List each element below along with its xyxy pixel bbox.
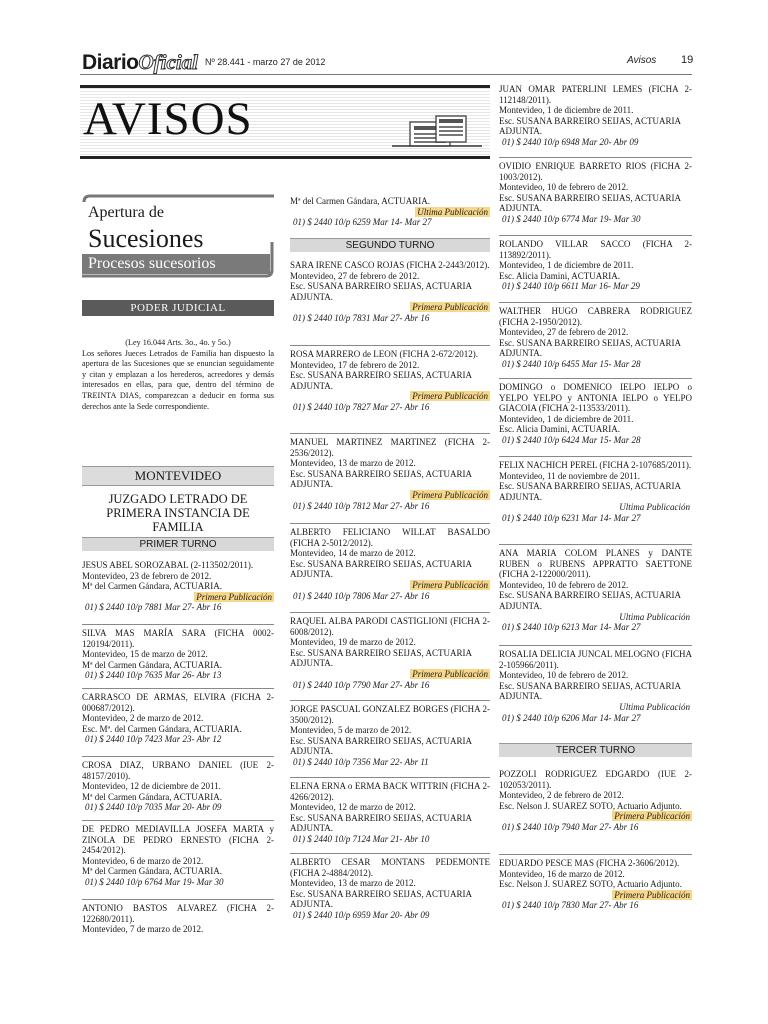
notice-divider bbox=[499, 645, 692, 646]
notice-divider bbox=[82, 624, 274, 625]
notice-line: Esc. Alicia Damini, ACTUARIA. bbox=[499, 424, 620, 435]
intro-text bbox=[82, 338, 274, 412]
notice-line: Montevideo, 6 de marzo de 2012. bbox=[82, 855, 204, 866]
notice-name: ANTONIO BASTOS ALVAREZ (FICHA 2-122680/2011). bbox=[82, 903, 274, 924]
avisos-banner bbox=[80, 85, 490, 159]
notice-footer: 01) $ 2440 10/p 6948 Mar 20- Abr 09 bbox=[502, 136, 639, 147]
notice-entry bbox=[499, 460, 692, 524]
notice-line: Esc. SUSANA BARREIRO SEIJAS, ACTUARIA ADJUNTA. bbox=[499, 481, 681, 502]
publication-tag-label: Primera Publicación bbox=[412, 302, 488, 313]
page-header bbox=[80, 48, 692, 75]
notice-line: Mª del Carmen Gándara, ACTUARIA. bbox=[82, 791, 222, 802]
notice-divider bbox=[499, 302, 692, 303]
section-name: Avisos bbox=[627, 55, 657, 66]
notice-name: SILVA MAS MARÍA SARA (FICHA 0002-120194/2011). bbox=[82, 628, 274, 649]
section-box-line1: Apertura de bbox=[88, 204, 164, 221]
publication-tag-label: Primera Publicación bbox=[614, 811, 690, 822]
notice-line: Montevideo, 15 de marzo de 2012. bbox=[82, 649, 208, 660]
notice-name: JESUS ABEL SOROZABAL (2-113502/2011). bbox=[82, 560, 254, 570]
notice-entry bbox=[499, 858, 692, 911]
juzgado-heading: JUZGADO LETRADO DE PRIMERA INSTANCIA DE FAMILIA bbox=[106, 492, 250, 534]
notice-line: Montevideo, 12 de marzo de 2012. bbox=[290, 802, 416, 813]
publication-tag bbox=[499, 612, 692, 623]
notice-line: Esc. Nelson J. SUAREZ SOTO, Actuario Adjunto. bbox=[499, 879, 682, 890]
notice-line: Mª del Carmen Gándara, ACTUARIA. bbox=[82, 659, 222, 670]
notice-line: Montevideo, 1 de diciembre de 2011. bbox=[499, 105, 634, 116]
notice-line: Montevideo, 19 de marzo de 2012. bbox=[290, 637, 416, 648]
notice-entry bbox=[290, 260, 490, 324]
montevideo-heading: MONTEVIDEO bbox=[82, 466, 274, 486]
publication-tag bbox=[499, 811, 692, 822]
notice-entry bbox=[82, 760, 274, 813]
publication-tag bbox=[290, 669, 490, 680]
publication-tag bbox=[499, 702, 692, 713]
notice-entry bbox=[290, 704, 490, 768]
notice-line: Montevideo, 13 de marzo de 2012. bbox=[290, 458, 416, 469]
notice-entry bbox=[499, 649, 692, 723]
notice-line: Esc. SUSANA BARREIRO SEIJAS, ACTUARIA ADJUNTA. bbox=[290, 468, 472, 490]
notice-footer: 01) $ 2440 10/p 7827 Mar 27- Abr 16 bbox=[293, 401, 430, 412]
notice-footer: 01) $ 2440 10/p 6959 Mar 20- Abr 09 bbox=[293, 909, 430, 920]
notice-name: ROSA MARRERO de LEON (FICHA 2-672/2012). bbox=[290, 349, 479, 359]
notice-line: Montevideo, 11 de noviembre de 2011. bbox=[499, 470, 641, 481]
notice-footer: 01) $ 2440 10/p 7812 Mar 27- Abr 16 bbox=[293, 500, 430, 511]
notice-name: SARA IRENE CASCO ROJAS (FICHA 2-2443/2012). bbox=[290, 260, 490, 270]
notice-name: OVIDIO ENRIQUE BARRETO RIOS (FICHA 2-1003/2012). bbox=[499, 161, 692, 182]
notice-line: Esc. SUSANA BARREIRO SEIJAS, ACTUARIA ADJUNTA. bbox=[499, 680, 681, 702]
notice-divider bbox=[82, 688, 274, 689]
notice-divider bbox=[290, 433, 490, 434]
publication-tag-label: Primera Publicación bbox=[412, 489, 488, 500]
publication-tag-label: Primera Publicación bbox=[412, 391, 488, 402]
notice-name: ALBERTO FELICIANO WILLAT BASALDO (FICHA 2-5012/2012). bbox=[290, 527, 490, 548]
notice-name: RAQUEL ALBA PARODI CASTIGLIONI (FICHA 2-6008/2012). bbox=[290, 616, 490, 637]
notice-name: POZZOLI RODRIGUEZ EDGARDO (IUE 2-102053/2011). bbox=[499, 769, 692, 790]
section-box-line2: Sucesiones bbox=[88, 224, 204, 253]
publication-tag-label: Ultima Publicación bbox=[417, 206, 488, 217]
notice-footer: 01) $ 2440 10/p 7124 Mar 21- Abr 10 bbox=[293, 833, 430, 844]
notice-line: Esc. SUSANA BARREIRO SEIJAS, ACTUARIA ADJUNTA. bbox=[290, 888, 472, 910]
publication-tag bbox=[82, 592, 274, 603]
intro-paragraph: Los señores Jueces Letrados de Familia han dispuesto la apertura de las Sucesiones que se enuncian seguidamente y citan y emplazan a los herederos, acreedores y demás interesados en ellas, para que, dentro del término de TREINTA DIAS, comparezcan a deducir en forma sus derechos ante la Sede correspondiente. bbox=[82, 348, 274, 411]
notice-line: Esc. Mª. del Carmen Gándara, ACTUARIA. bbox=[82, 723, 242, 734]
notice-divider bbox=[82, 899, 274, 900]
publication-tag-label: Primera Publicación bbox=[196, 591, 272, 602]
notice-divider bbox=[499, 235, 692, 236]
notice-line: Montevideo, 1 de diciembre de 2011. bbox=[499, 260, 634, 271]
notice-footer: 01) $ 2440 10/p 6611 Mar 16- Mar 29 bbox=[502, 281, 640, 292]
notice-footer: 01) $ 2440 10/p 7790 Mar 27- Abr 16 bbox=[293, 679, 430, 690]
notice-footer: 01) $ 2440 10/p 7806 Mar 27- Abr 16 bbox=[293, 590, 430, 601]
notice-line: Esc. SUSANA BARREIRO SEIJAS, ACTUARIA ADJUNTA. bbox=[499, 192, 681, 214]
notice-name: ROSALIA DELICIA JUNCAL MELOGNO (FICHA 2-105966/2011). bbox=[499, 649, 692, 670]
notice-line: Montevideo, 12 de diciembre de 2011. bbox=[82, 781, 221, 792]
notice-line: Montevideo, 10 de febrero de 2012. bbox=[499, 670, 629, 681]
notice-name: JUAN OMAR PATERLINI LEMES (FICHA 2-112148/2011). bbox=[499, 84, 692, 105]
notice-line: Montevideo, 13 de marzo de 2012. bbox=[290, 878, 416, 889]
notice-divider bbox=[290, 853, 490, 854]
publication-tag bbox=[290, 207, 490, 218]
notice-line: Montevideo, 27 de febrero de 2012. bbox=[499, 327, 629, 338]
notice-entry bbox=[290, 437, 490, 511]
notice-entry bbox=[82, 903, 274, 935]
notice-line: Montevideo, 27 de febrero de 2012. bbox=[290, 270, 420, 281]
poder-judicial-heading: PODER JUDICIAL bbox=[82, 300, 274, 316]
section-box-sucesiones bbox=[80, 192, 274, 282]
notice-footer: 01) $ 2440 10/p 6764 Mar 19- Mar 30 bbox=[85, 876, 224, 887]
notice-divider bbox=[82, 756, 274, 757]
notice-name: CROSA DIAZ, URBANO DANIEL (IUE 2-48157/2010). bbox=[82, 760, 274, 781]
notice-divider bbox=[290, 345, 490, 346]
notice-line: Montevideo, 23 de febrero de 2012. bbox=[82, 570, 212, 581]
notice-entry bbox=[82, 824, 274, 888]
notice-line: Esc. SUSANA BARREIRO SEIJAS, ACTUARIA ADJUNTA. bbox=[290, 812, 472, 834]
notice-entry bbox=[499, 769, 692, 833]
publication-tag-label: Primera Publicación bbox=[412, 668, 488, 679]
notice-line: Esc. SUSANA BARREIRO SEIJAS, ACTUARIA ADJUNTA. bbox=[290, 647, 472, 669]
notice-line: Mª del Carmen Gándara, ACTUARIA. bbox=[290, 196, 430, 206]
notice-divider bbox=[499, 157, 692, 158]
notice-divider bbox=[499, 378, 692, 379]
notice-footer: 01) $ 2440 10/p 7423 Mar 23- Abr 12 bbox=[85, 734, 222, 745]
notice-entry bbox=[290, 196, 490, 228]
primer-turno-heading: PRIMER TURNO bbox=[82, 537, 274, 551]
notice-footer: 01) $ 2440 10/p 6231 Mar 14- Mar 27 bbox=[502, 512, 641, 523]
notice-entry bbox=[82, 692, 274, 745]
notice-divider bbox=[499, 854, 692, 855]
notice-divider bbox=[499, 456, 692, 457]
publication-tag-label: Primera Publicación bbox=[412, 579, 488, 590]
notice-name: DE PEDRO MEDIAVILLA JOSEFA MARTA y ZINOLA DE PEDRO ERNESTO (FICHA 2-2454/2012). bbox=[82, 824, 274, 856]
notice-footer: 01) $ 2440 10/p 6206 Mar 14- Mar 27 bbox=[502, 712, 641, 723]
notice-footer: 01) $ 2440 10/p 6259 Mar 14- Mar 27 bbox=[293, 217, 432, 228]
banner-title: AVISOS bbox=[83, 93, 253, 145]
issue-number: Nº 28.441 - marzo 27 de 2012 bbox=[205, 57, 326, 67]
notice-entry bbox=[499, 84, 692, 148]
notice-line: Esc. Alicia Damini, ACTUARIA. bbox=[499, 270, 620, 281]
notice-entry bbox=[290, 857, 490, 921]
notice-line: Esc. Nelson J. SUAREZ SOTO, Actuario Adjunto. bbox=[499, 800, 682, 811]
notice-entry bbox=[82, 560, 274, 613]
publication-tag bbox=[290, 490, 490, 501]
notice-line: Esc. SUSANA BARREIRO SEIJAS, ACTUARIA ADJUNTA. bbox=[290, 735, 472, 757]
notice-name: ELENA ERNA o ERMA BACK WITTRIN (FICHA 2-4266/2012). bbox=[290, 781, 490, 802]
notice-entry bbox=[290, 616, 490, 690]
notice-line: Esc. SUSANA BARREIRO SEIJAS, ACTUARIA ADJUNTA. bbox=[290, 281, 472, 302]
notice-line: Montevideo, 16 de marzo de 2012. bbox=[499, 868, 625, 879]
notice-name: ANA MARIA COLOM PLANES y DANTE RUBEN o RUBENS APPRATTO SAETTONE (FICHA 2-122000/2011). bbox=[499, 548, 692, 580]
notice-line: Montevideo, 10 de febrero de 2012. bbox=[499, 182, 629, 193]
page-number: 19 bbox=[681, 54, 694, 66]
notice-line: Mª del Carmen Gándara, ACTUARIA. bbox=[82, 581, 222, 592]
notice-line: Esc. SUSANA BARREIRO SEIJAS, ACTUARIA ADJUNTA. bbox=[499, 115, 681, 137]
notice-entry bbox=[499, 161, 692, 225]
notice-entry bbox=[82, 628, 274, 681]
publication-tag bbox=[290, 302, 490, 313]
notice-footer: 01) $ 2440 10/p 6774 Mar 19- Mar 30 bbox=[502, 213, 641, 224]
law-reference: (Ley 16.044 Arts. 3o., 4o. y 5o.) bbox=[125, 338, 231, 347]
notice-name: EDUARDO PESCE MAS (FICHA 2-3606/2012). bbox=[499, 858, 680, 868]
publication-tag bbox=[499, 502, 692, 513]
notice-name: ALBERTO CESAR MONTANS PEDEMONTE (FICHA 2-4884/2012). bbox=[290, 857, 490, 878]
notice-line: Montevideo, 7 de marzo de 2012. bbox=[82, 924, 204, 935]
notice-entry bbox=[499, 239, 692, 292]
notice-entry bbox=[499, 306, 692, 370]
notice-line: Montevideo, 10 de febrero de 2012. bbox=[499, 579, 629, 590]
notice-entry bbox=[499, 382, 692, 446]
publication-tag bbox=[290, 580, 490, 591]
notice-entry bbox=[290, 527, 490, 601]
notice-divider bbox=[290, 612, 490, 613]
notice-footer: 01) $ 2440 10/p 6213 Mar 14- Mar 27 bbox=[502, 622, 641, 633]
notice-footer: 01) $ 2440 10/p 7831 Mar 27- Abr 16 bbox=[293, 312, 430, 323]
notice-footer: 01) $ 2440 10/p 7635 Mar 26- Abr 13 bbox=[85, 670, 222, 681]
notice-footer: 01) $ 2440 10/p 7356 Mar 22- Abr 11 bbox=[293, 756, 429, 767]
notice-divider bbox=[290, 700, 490, 701]
notice-line: Esc. SUSANA BARREIRO SEIJAS, ACTUARIA ADJUNTA. bbox=[499, 337, 681, 359]
notice-line: Esc. SUSANA BARREIRO SEIJAS, ACTUARIA ADJUNTA. bbox=[499, 590, 681, 611]
publication-tag-label: Ultima Publicación bbox=[619, 502, 690, 513]
notice-footer: 01) $ 2440 10/p 6455 Mar 15- Mar 28 bbox=[502, 358, 641, 369]
notice-name: FELIX NACHICH PEREL (FICHA 2-107685/2011). bbox=[499, 460, 692, 470]
notice-line: Montevideo, 2 de febrero de 2012. bbox=[499, 790, 624, 801]
segundo-turno-heading: SEGUNDO TURNO bbox=[290, 238, 490, 252]
notice-line: Montevideo, 1 de diciembre de 2011. bbox=[499, 413, 634, 424]
publication-tag bbox=[290, 391, 490, 402]
notice-name: JORGE PASCUAL GONZALEZ BORGES (FICHA 2-3500/2012). bbox=[290, 704, 490, 725]
publication-tag bbox=[499, 890, 692, 901]
notice-divider bbox=[499, 544, 692, 545]
publication-tag-label: Ultima Publicación bbox=[619, 611, 690, 622]
notice-entry bbox=[290, 349, 490, 413]
notice-line: Esc. SUSANA BARREIRO SEIJAS, ACTUARIA ADJUNTA. bbox=[290, 558, 472, 580]
notice-divider bbox=[82, 820, 274, 821]
notice-name: CARRASCO DE ARMAS, ELVIRA (FICHA 2-000687/2012). bbox=[82, 692, 274, 713]
publication-tag-label: Primera Publicación bbox=[614, 889, 690, 900]
notice-divider bbox=[290, 523, 490, 524]
notice-line: Montevideo, 5 de marzo de 2012. bbox=[290, 725, 412, 736]
notice-entry bbox=[290, 781, 490, 845]
publication-tag-label: Ultima Publicación bbox=[619, 701, 690, 712]
diario-oficial-logo: DiarioOficial bbox=[82, 50, 198, 74]
notice-name: ROLANDO VILLAR SACCO (FICHA 2-113892/2011). bbox=[499, 239, 692, 260]
notice-line: Montevideo, 2 de marzo de 2012. bbox=[82, 713, 204, 724]
notice-name: MANUEL MARTINEZ MARTINEZ (FICHA 2-2536/2012). bbox=[290, 437, 490, 458]
section-box-line3: Procesos sucesorios bbox=[82, 254, 270, 274]
notice-divider bbox=[290, 777, 490, 778]
newspaper-stack-icon bbox=[392, 108, 482, 152]
notice-line: Montevideo, 17 de febrero de 2012. bbox=[290, 359, 420, 370]
notice-footer: 01) $ 2440 10/p 7035 Mar 20- Abr 09 bbox=[85, 802, 222, 813]
notice-footer: 01) $ 2440 10/p 6424 Mar 15- Mar 28 bbox=[502, 434, 641, 445]
notice-entry bbox=[499, 548, 692, 633]
notice-footer: 01) $ 2440 10/p 7940 Mar 27- Abr 16 bbox=[502, 821, 639, 832]
notice-name: WALTHER HUGO CABRERA RODRIGUEZ (FICHA 2-1950/2012). bbox=[499, 306, 692, 327]
notice-footer: 01) $ 2440 10/p 7830 Mar 27- Abr 16 bbox=[502, 900, 639, 911]
notice-name: DOMINGO o DOMENICO IELPO IELPO o YELPO YELPO y ANTONIA IELPO o YELPO GIACOIA (FICHA 2-113533/2011). bbox=[499, 382, 692, 414]
tercer-turno-heading: TERCER TURNO bbox=[499, 743, 692, 757]
notice-line: Esc. SUSANA BARREIRO SEIJAS, ACTUARIA ADJUNTA. bbox=[290, 370, 472, 391]
notice-footer: 01) $ 2440 10/p 7881 Mar 27- Abr 16 bbox=[85, 602, 222, 613]
notice-line: Mª del Carmen Gándara, ACTUARIA. bbox=[82, 866, 222, 877]
notice-line: Montevideo, 14 de marzo de 2012. bbox=[290, 548, 416, 559]
